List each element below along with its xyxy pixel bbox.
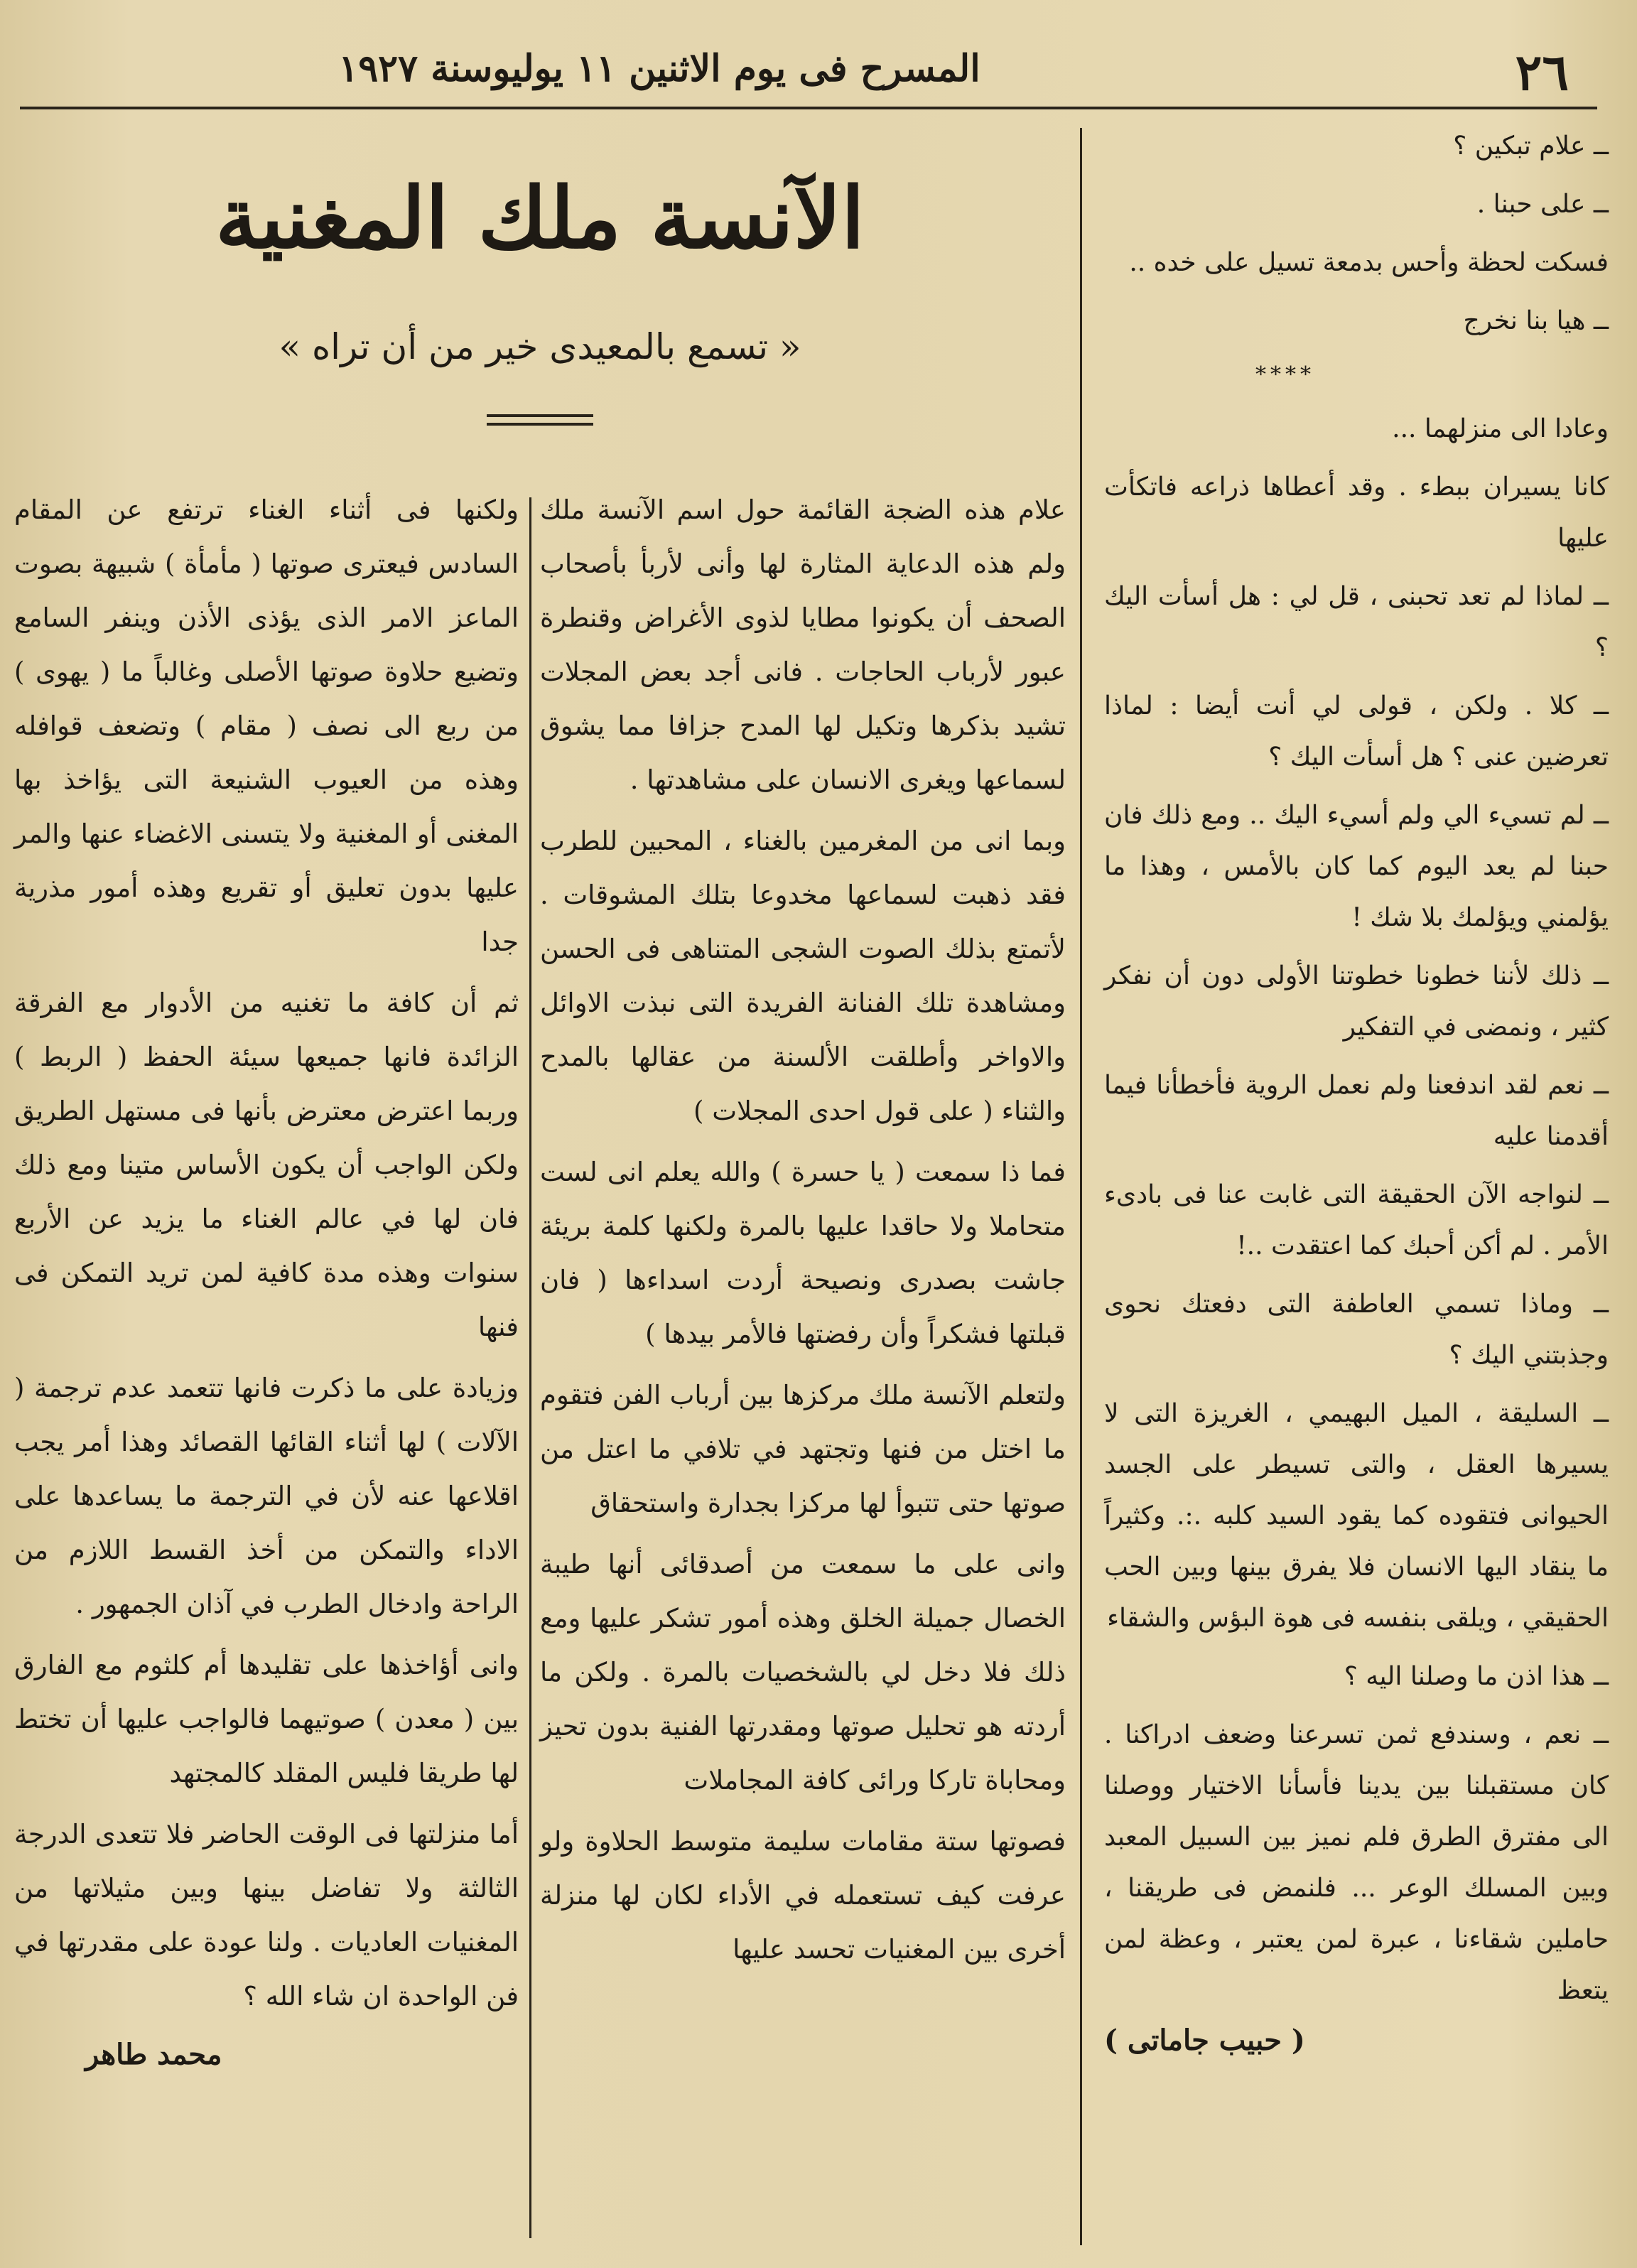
story-signature: ( حبيب جاماتى ) bbox=[1104, 2024, 1305, 2057]
story-paragraph: وعادا الى منزلهما ... bbox=[1392, 414, 1609, 443]
story-paragraph: فسكت لحظة وأحس بدمعة تسيل على خده .. bbox=[1129, 248, 1609, 277]
article-paragraph: وزيادة على ما ذكرت فانها تتعمد عدم ترجمة ( الآلات ) لها أثناء القائها القصائد وهذا أمر يجب اقلاعها عنه لأن في الترجمة ما يساعدها على الاداء والتمكن من أخذ القسط اللازم من الراحة وادخال الطرب في آذان الجمهور . bbox=[14, 1373, 519, 1619]
article-paragraph: ثم أن كافة ما تغنيه من الأدوار مع الفرقة الزائدة فانها جميعها سيئة الحفظ ( الربط ) وربما اعترض معترض بأنها فى مستهل الطريق ولكن الواجب أن يكون الأساس متينا ومع ذلك فان لها في عالم الغناء ما يزيد عن الأربع سنوات وهذه مدة كافية لمن تريد التمكن فى فنها bbox=[14, 988, 519, 1342]
story-paragraph: ــ علام تبكين ؟ bbox=[1453, 131, 1609, 161]
story-paragraph: ــ السليقة ، الميل البهيمي ، الغريزة التى لا يسيرها العقل ، والتى تسيطر على الجسد الحيوانى فتقوده كما يقود السيد كلبه .:. وكثيراً ما ينقاد اليها الانسان فلا يفرق بينها وبين الحب الحقيقي ، ويلقى بنفسه فى هوة البؤس والشقاء bbox=[1104, 1399, 1609, 1633]
article-column-2 bbox=[14, 483, 519, 2071]
story-paragraph: ــ ذلك لأننا خطونا خطوتنا الأولى دون أن نفكر كثير ، ونمضى في التفكير bbox=[1104, 961, 1609, 1042]
column-rule bbox=[1080, 128, 1082, 2245]
article-paragraph: علام هذه الضجة القائمة حول اسم الآنسة ملك ولم هذه الدعاية المثارة لها وأنى لأربأ بأصحاب الصحف أن يكونوا مطايا لذوى الأغراض وقنطرة عبور لأرباب الحاجات . فانى أجد بعض المجلات تشيد بذكرها وتكيل لها المدح جزافا مما يشوق لسماعها ويغرى الانسان على مشاهدتها . bbox=[540, 495, 1066, 795]
article-paragraph: وبما انى من المغرمين بالغناء ، المحبين للطرب فقد ذهبت لسماعها مخدوعا بتلك المشوقات . لأتمتع بذلك الصوت الشجى المتناهى فى الحسن ومشاهدة تلك الفنانة الفريدة التى نبذت الاوائل والاواخر وأطلقت الألسنة من عقالها بالمدح والثناء ( على قول احدى المجلات ) bbox=[540, 826, 1066, 1126]
story-paragraph: ــ هيا بنا نخرج bbox=[1463, 306, 1609, 335]
story-paragraph: ــ لماذا لم تعد تحبنى ، قل لي : هل أسأت اليك ؟ bbox=[1104, 582, 1609, 662]
section-divider: **** bbox=[1255, 362, 1315, 387]
story-paragraph: ــ وماذا تسمي العاطفة التى دفعتك نحوى وجذبتني اليك ؟ bbox=[1104, 1290, 1609, 1370]
article-subtitle: « تسمع بالمعيدى خير من أن تراه » bbox=[279, 326, 801, 368]
article-title: الآنسة ملك المغنية bbox=[215, 168, 865, 267]
story-paragraph: ــ نعم لقد اندفعنا ولم نعمل الروية فأخطأنا فيما أقدمنا عليه bbox=[1104, 1071, 1609, 1151]
running-head: المسرح فى يوم الاثنين ١١ يوليوسنة ١٩٢٧ bbox=[338, 47, 980, 90]
article-paragraph: أما منزلتها فى الوقت الحاضر فلا تتعدى الدرجة الثالثة ولا تفاضل بينها وبين مثيلاتها من المغنيات العاديات . ولنا عودة على مقدرتها في فن الواحدة ان شاء الله ؟ bbox=[14, 1819, 519, 2012]
article-title-block bbox=[28, 163, 1052, 426]
article-column-1 bbox=[540, 483, 1066, 1984]
page-number: ٢٦ bbox=[1515, 43, 1569, 102]
article-paragraph: فصوتها ستة مقامات سليمة متوسط الحلاوة ولو عرفت كيف تستعمله في الأداء لكان لها منزلة أخرى بين المغنيات تحسد عليها bbox=[540, 1826, 1066, 1965]
article-paragraph: وانى على ما سمعت من أصدقائى أنها طيبة الخصال جميلة الخلق وهذه أمور تشكر عليها ومع ذلك فلا دخل لي بالشخصيات بالمرة . ولكن ما أردته هو تحليل صوتها ومقدرتها الفنية بدون تحيز ومحاباة تاركا ورائى كافة المجاملات bbox=[540, 1549, 1066, 1796]
title-rule bbox=[487, 414, 593, 417]
story-paragraph: كانا يسيران ببطء . وقد أعطاها ذراعه فاتكأت عليها bbox=[1104, 472, 1609, 553]
story-paragraph: ــ لم تسيء الي ولم أسيء اليك .. ومع ذلك فان حبنا لم يعد اليوم كما كان بالأمس ، وهذا ما يؤلمني ويؤلمك بلا شك ! bbox=[1104, 801, 1609, 932]
article-paragraph: ولكنها فى أثناء الغناء ترتفع عن المقام السادس فيعترى صوتها ( مأمأة ) شبيهة بصوت الماعز الامر الذى يؤذى الأذن وينفر السامع وتضيع حلاوة صوتها الأصلى وغالباً ما ( يهوى ) من ربع الى نصف ( مقام ) وتضعف قوافله وهذه من العيوب الشنيعة التى يؤاخذ بها المغنى أو المغنية ولا يتسنى الاغضاء عنها والمر عليها بدون تعليق أو تقريع وهذه أمور مذرية جدا bbox=[14, 495, 519, 957]
article-paragraph: وانى أؤاخذها على تقليدها أم كلثوم مع الفارق بين ( معدن ) صوتيهما فالواجب عليها أن تختط لها طريقا فليس المقلد كالمجتهد bbox=[14, 1650, 519, 1788]
story-paragraph: ــ هذا اذن ما وصلنا اليه ؟ bbox=[1344, 1662, 1609, 1691]
story-paragraph: ــ نعم ، وسندفع ثمن تسرعنا وضعف ادراكنا . كان مستقبلنا بين يدينا فأسأنا الاختيار ووصلنا الى مفترق الطرق فلم نميز بين السبيل المعبد وبين المسلك الوعر ... فلنمض فى طريقنا ، حاملين شقاءنا ، عبرة لمن يعتبر ، وعظة لمن يتعظ bbox=[1104, 1720, 1609, 2005]
article-paragraph: ولتعلم الآنسة ملك مركزها بين أرباب الفن فتقوم ما اختل من فنها وتجتهد في تلافي ما اعتل من صوتها حتى تتبوأ لها مركزا بجدارة واستحقاق bbox=[540, 1380, 1066, 1518]
article-signature: محمد طاهر bbox=[85, 2038, 222, 2071]
story-paragraph: ــ لنواجه الآن الحقيقة التى غابت عنا فى بادىء الأمر . لم أكن أحبك كما اعتقدت ..! bbox=[1104, 1180, 1609, 1260]
page-header bbox=[20, 28, 1597, 109]
story-paragraph: ــ كلا . ولكن ، قولى لي أنت أيضا : لماذا تعرضين عنى ؟ هل أسأت اليك ؟ bbox=[1104, 691, 1609, 772]
column-rule bbox=[529, 497, 531, 2238]
story-paragraph: ــ على حبنا . bbox=[1476, 190, 1609, 219]
article-paragraph: فما ذا سمعت ( يا حسرة ) والله يعلم انى لست متحاملا ولا حاقدا عليها بالمرة ولكنها كلمة بريئة جاشت بصدرى ونصيحة أردت اسداءها ( فان قبلتها فشكراً وأن رفضتها فالأمر بيدها ) bbox=[540, 1157, 1066, 1349]
story-column bbox=[1104, 121, 1609, 2057]
title-rule bbox=[487, 423, 593, 426]
